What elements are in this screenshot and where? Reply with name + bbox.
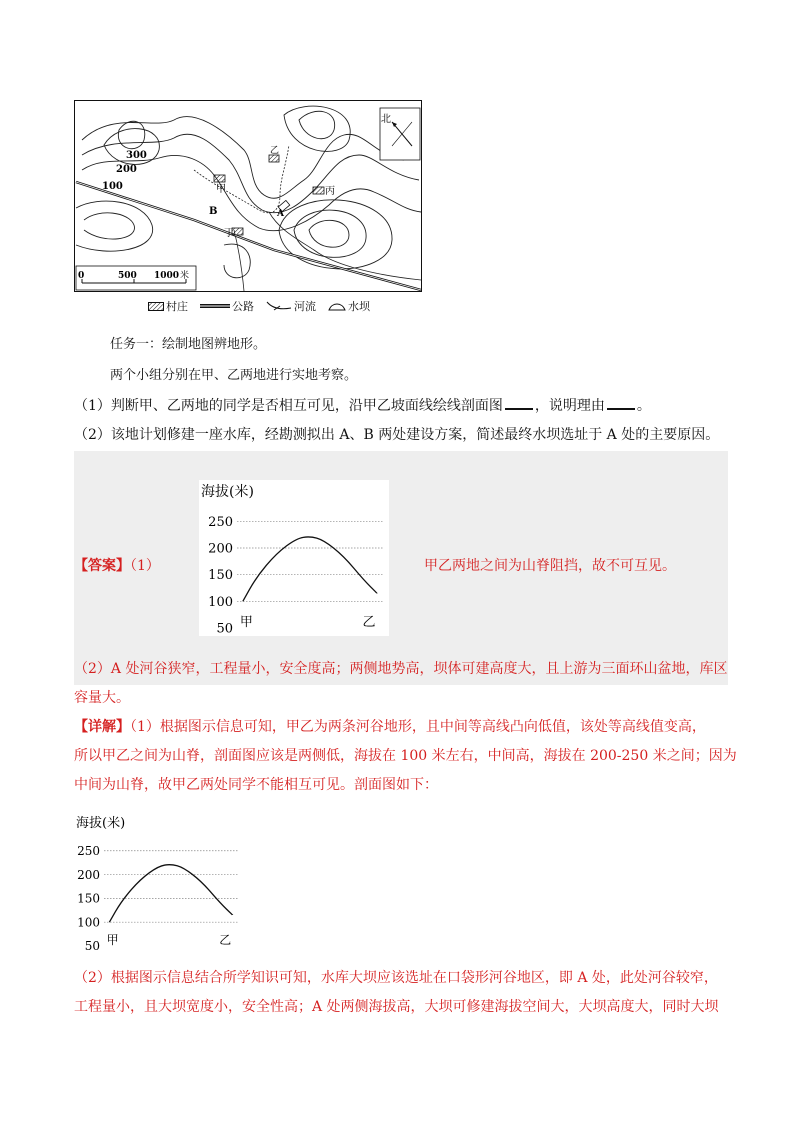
north-label: 北	[381, 114, 391, 125]
question-1	[74, 396, 651, 416]
answer-label	[74, 552, 160, 581]
topographic-map	[74, 100, 422, 292]
endpoint-label-yi: 乙	[362, 615, 376, 630]
legend-label-road: 公路	[232, 300, 254, 313]
legend-label-river: 河流	[294, 300, 316, 313]
question-1-text-c: 。	[636, 398, 651, 414]
answer-part-2-line-1: （2）A 处河谷狭窄，工程量小，安全度高；两侧地势高，坝体可建高度大，且上游为三面环山盆地，库区	[74, 661, 728, 677]
y-axis-label: 海拔(米)	[76, 816, 126, 831]
map-legend	[148, 298, 376, 314]
question-2: （2）该地计划修建一座水库，经勘测拟出 A、B 两处建设方案，简述最终水坝选址于 A 处的主要原因。	[74, 427, 720, 443]
place-label-jia: 甲	[216, 184, 226, 195]
profile-chart-detail	[74, 812, 244, 954]
scale-unit: 米	[180, 271, 190, 281]
legend-dam	[328, 298, 370, 314]
y-tick-label: 200	[208, 541, 233, 557]
answer-tag: 【答案】	[74, 558, 130, 574]
task-title: 任务一：绘制地图辨地形。	[110, 337, 267, 352]
y-tick-label: 150	[77, 891, 100, 906]
y-tick-label: 150	[208, 568, 233, 584]
y-tick-label: 200	[77, 867, 100, 882]
answer-blank-1	[505, 396, 533, 410]
y-axis-label: 海拔(米)	[201, 484, 254, 500]
chart-background	[199, 480, 389, 636]
y-tick-label: 50	[84, 939, 100, 954]
road-icon	[200, 303, 230, 309]
legend-label-dam: 水坝	[348, 300, 370, 313]
endpoint-label-jia: 甲	[106, 933, 119, 947]
detail-p1-line-3: 中间为山脊，故甲乙两处同学不能相互可见。剖面图如下：	[74, 777, 438, 793]
scale-tick-1000: 1000	[154, 271, 180, 281]
detail-p1-line-1: （1）根据图示信息可知，甲乙为两条河谷地形，且中间等高线凸向低值，该处等高线值变高，	[130, 719, 706, 735]
question-1-text-b: ，说明理由	[534, 398, 605, 414]
question-1-text-a: （1）判断甲、乙两地的同学是否相互可见，沿甲乙坡面线绘线剖面图	[74, 398, 503, 414]
river-icon	[266, 300, 292, 312]
place-label-bing: 丙	[325, 186, 335, 197]
y-tick-label: 250	[77, 843, 100, 858]
answer-reason: 甲乙两地之间为山脊阻挡，故不可互见。	[424, 558, 676, 574]
y-tick-label: 100	[77, 915, 100, 930]
village-hatch-icon	[148, 302, 164, 311]
detail-line-1	[74, 713, 706, 742]
legend-label-village: 村庄	[166, 300, 188, 313]
scale-tick-0: 0	[78, 271, 85, 281]
endpoint-label-jia: 甲	[239, 615, 253, 630]
answer-part-1: （1）	[130, 558, 160, 574]
task-intro: 两个小组分别在甲、乙两地进行实地考察。	[110, 368, 358, 383]
place-label-b: B	[209, 206, 218, 217]
detail-tag: 【详解】	[74, 719, 130, 735]
place-label-a: A	[277, 209, 284, 219]
endpoint-label-yi: 乙	[219, 933, 232, 947]
dam-icon	[328, 301, 346, 311]
answer-blank-2	[607, 396, 635, 410]
profile-chart-answer	[199, 480, 389, 636]
y-tick-label: 100	[208, 594, 233, 610]
legend-village	[148, 298, 188, 314]
contour-label-200: 200	[116, 164, 137, 175]
legend-river	[266, 298, 316, 314]
contour-label-300: 300	[126, 150, 147, 161]
place-label-ding: 丁	[224, 228, 234, 239]
contour-label-100: 100	[102, 181, 123, 192]
y-tick-label: 50	[216, 621, 233, 636]
answer-part-2-line-2: 容量大。	[74, 690, 130, 706]
detail-p2-line-1: （2）根据图示信息结合所学知识可知，水库大坝应该选址在口袋形河谷地区，即 A 处，此处河谷较窄，	[74, 970, 718, 986]
y-tick-label: 250	[208, 514, 233, 530]
detail-p2-line-2: 工程量小，且大坝宽度小，安全性高；A 处两侧海拔高，大坝可修建海拔空间大，大坝高度大，同时大坝	[74, 999, 719, 1015]
place-label-yi: 乙	[270, 146, 280, 156]
legend-road	[200, 298, 254, 314]
scale-tick-500: 500	[118, 271, 137, 281]
detail-p1-line-2: 所以甲乙之间为山脊，剖面图应该是两侧低，海拔在 100 米左右，中间高，海拔在 200-250 米之间；因为	[74, 748, 737, 764]
